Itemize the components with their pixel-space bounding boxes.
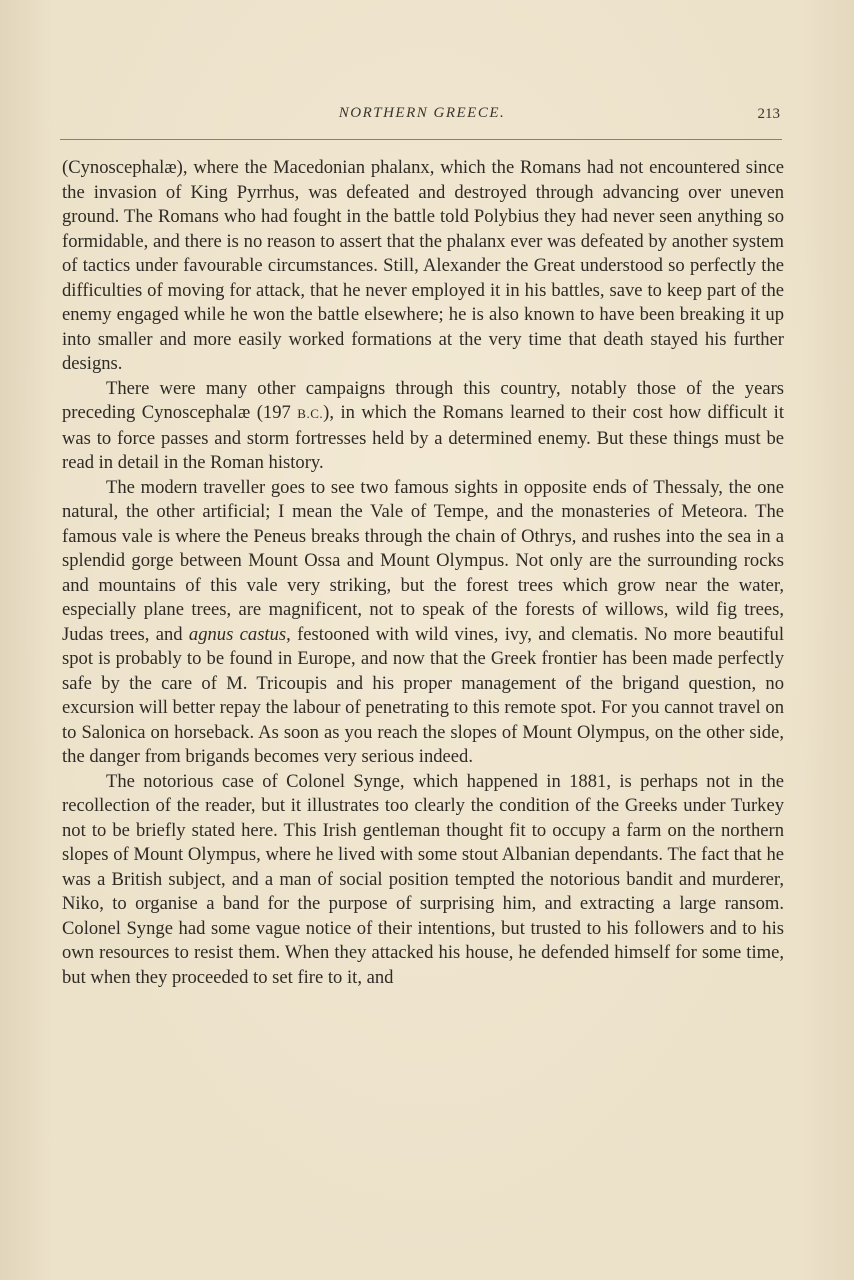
body-text	[62, 156, 784, 990]
paragraph-text: The notorious case of Colonel Synge, which happened in 1881, is perhaps not in the recollection of the reader, but it illustrates too clearly the condition of the Greeks under Turkey not to be briefly stated here. This Irish gentleman thought fit to occupy a farm on the northern slopes of Mount Olympus, where he lived with some stout Albanian dependants. The fact that he was a British subject, and a man of social position tempted the notorious bandit and murderer, Niko, to organise a band for the purpose of surprising him, and extracting a large ransom. Colonel Synge had some vague notice of their intentions, but trusted to his followers and to his own resources to resist them. When they attacked his house, he defended himself for some time, but when they proceeded to set fire to it, and	[62, 770, 784, 988]
paragraph-text: (Cynoscephalæ), where the Macedonian phalanx, which the Romans had not encountered since the invasion of King Pyrrhus, was defeated and destroyed through advancing over uneven ground. The Romans who had fought in the battle told Polybius they had never seen anything so formidable, and there is no reason to assert that the phalanx ever was defeated by another system of tactics under favourable circumstances. Still, Alexander the Great understood so perfectly the difficulties of moving for attack, that he never employed it in his battles, save to keep part of the enemy engaged while he won the battle elsewhere; he is also known to have been breaking it up into smaller and more easily worked formations at the very time that death stayed his further designs.	[62, 157, 784, 374]
paragraph	[62, 476, 784, 770]
paragraph	[62, 770, 784, 991]
italic-term: agnus castus	[188, 623, 287, 645]
paragraph	[62, 156, 784, 377]
paragraph-text: , festooned with wild vines, ivy, and clematis. No more beautiful spot is probably to be found in Europe, and now that the Greek frontier has been made perfectly safe by the care of M. Tricoupis and his proper management of the brigand question, no excursion will better repay the labour of penetrating to this remote spot. For you cannot travel on to Salonica on horseback. As soon as you reach the slopes of Mount Olympus, on the other side, the danger from brigands becomes very serious indeed.	[62, 623, 784, 767]
paragraph	[62, 377, 784, 476]
paragraph-text: The modern traveller goes to see two famous sights in opposite ends of Thessaly, the one natural, the other artificial; I mean the Vale of Tempe, and the monasteries of Meteora. The famous vale is where the Peneus breaks through the chain of Othrys, and rushes into the sea in a splendid gorge between Mount Ossa and Mount Olympus. Not only are the surrounding rocks and mountains of this vale very striking, but the forest trees which grow near the water, especially plane trees, are magnificent, not to speak of the forests of willows, wild fig trees, Judas trees, and	[62, 476, 784, 645]
paragraph-text: There were many other campaigns through this country, notably those of the years preceding Cynoscephalæ (197	[62, 377, 784, 423]
header-rule	[60, 139, 782, 140]
page-header	[62, 105, 782, 131]
page-number: 213	[757, 106, 780, 122]
paragraph-text: ), in which the Romans learned to their cost how difficult it was to force passes and storm fortresses held by a determined enemy. But these things must be read in detail in the Roman history.	[62, 402, 784, 473]
small-caps-text: B.C.	[297, 406, 324, 421]
running-title: NORTHERN GREECE.	[338, 105, 506, 121]
